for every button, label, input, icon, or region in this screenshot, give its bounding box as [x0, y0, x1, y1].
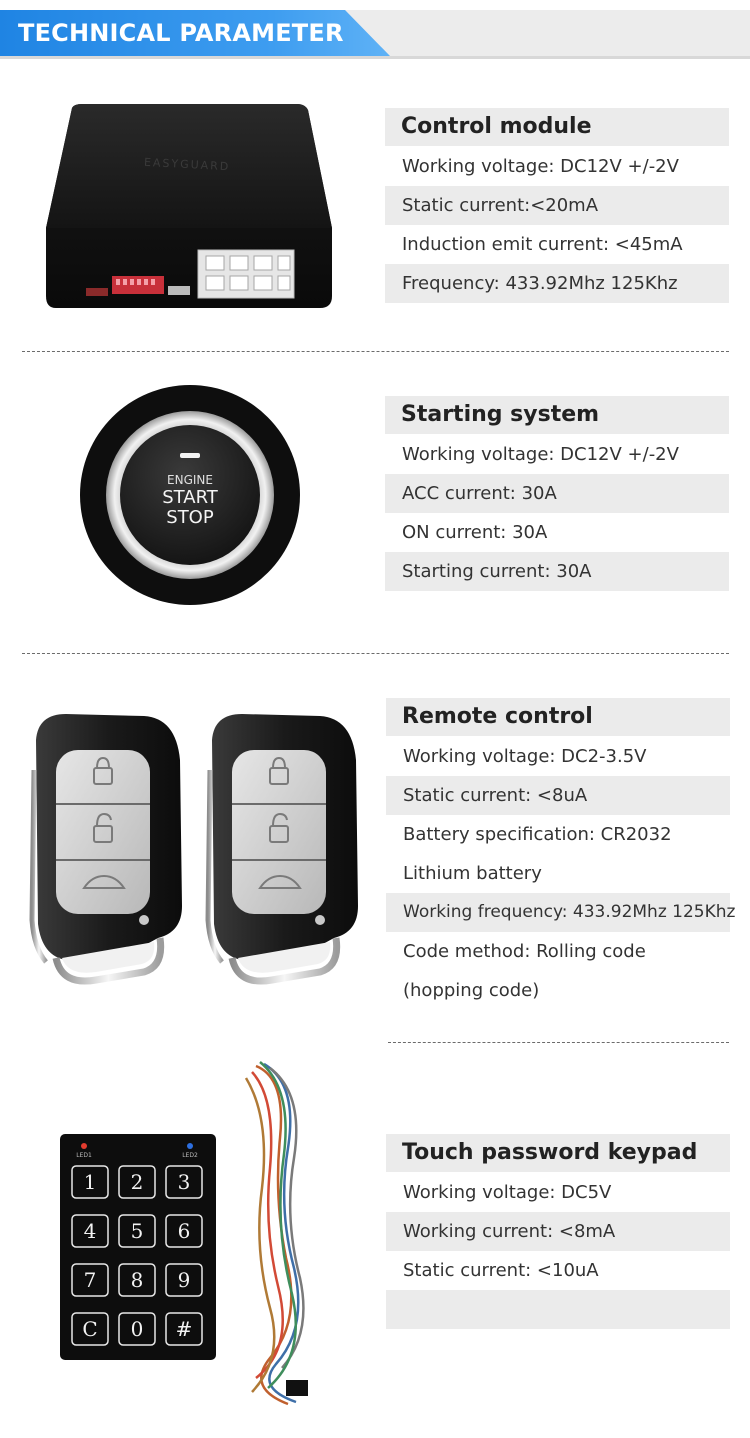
keypad-key-label: 7 [83, 1268, 97, 1292]
spec-row: Static current: <8uA [386, 776, 730, 815]
spec-row: Code method: Rolling code (hopping code) [403, 941, 646, 1001]
keypad-key-label: 9 [177, 1268, 191, 1292]
spec-row: Static current:<20mA [385, 186, 729, 225]
section-divider [22, 351, 729, 352]
smart-key-remote-image [26, 710, 362, 990]
spec-row: Frequency: 433.92Mhz 125Khz [385, 264, 729, 303]
keypad-key-label: 0 [130, 1317, 144, 1341]
section-title-touch-keypad: Touch password keypad [386, 1134, 730, 1172]
spec-row: Induction emit current: <45mA [402, 234, 683, 255]
section-title-control-module: Control module [385, 108, 729, 146]
keypad-key-label: 5 [130, 1219, 144, 1243]
keypad-key-label: 4 [83, 1219, 97, 1243]
section-divider [388, 1042, 729, 1043]
page-title: TECHNICAL PARAMETER [18, 19, 344, 47]
spec-row: Working voltage: DC12V +/-2V [402, 444, 679, 465]
spec-row: Battery specification: CR2032 Lithium battery [403, 824, 672, 884]
keypad-key-label: C [82, 1317, 98, 1341]
spec-row: Static current: <10uA [403, 1260, 599, 1281]
spec-row: Working current: <8mA [386, 1212, 730, 1251]
spec-row: Working voltage: DC2-3.5V [403, 746, 647, 767]
spec-row: Starting current: 30A [385, 552, 729, 591]
header-underline [0, 56, 750, 59]
section-title-starting-system: Starting system [385, 396, 729, 434]
keypad-key-label: 2 [130, 1170, 144, 1194]
section-title-remote-control: Remote control [386, 698, 730, 736]
keypad-key-label: # [175, 1317, 193, 1341]
keypad-key-label: 3 [177, 1170, 191, 1194]
spec-row [386, 1290, 730, 1329]
engine-start-stop-button-image [78, 383, 302, 607]
keypad-key-label: 6 [177, 1219, 191, 1243]
keypad-key-label: 1 [83, 1170, 97, 1194]
spec-row: Working voltage: DC5V [403, 1182, 612, 1203]
page-header [0, 0, 750, 60]
led2-label: LED2 [182, 1152, 198, 1159]
spec-row: Working frequency: 433.92Mhz 125Khz [386, 893, 730, 932]
brand-text: EASYGUARD [143, 155, 231, 174]
button-text-engine: ENGINE [167, 473, 213, 487]
button-text-stop: STOP [166, 507, 214, 528]
keypad-key-label: 8 [130, 1268, 144, 1292]
button-text-start: START [162, 487, 218, 508]
touch-keypad-image [56, 1058, 326, 1410]
led1-label: LED1 [76, 1152, 92, 1159]
section-divider [22, 653, 729, 654]
spec-row: ACC current: 30A [385, 474, 729, 513]
spec-row: Working voltage: DC12V +/-2V [402, 156, 679, 177]
spec-row: ON current: 30A [402, 522, 548, 543]
control-module-image [42, 100, 337, 315]
